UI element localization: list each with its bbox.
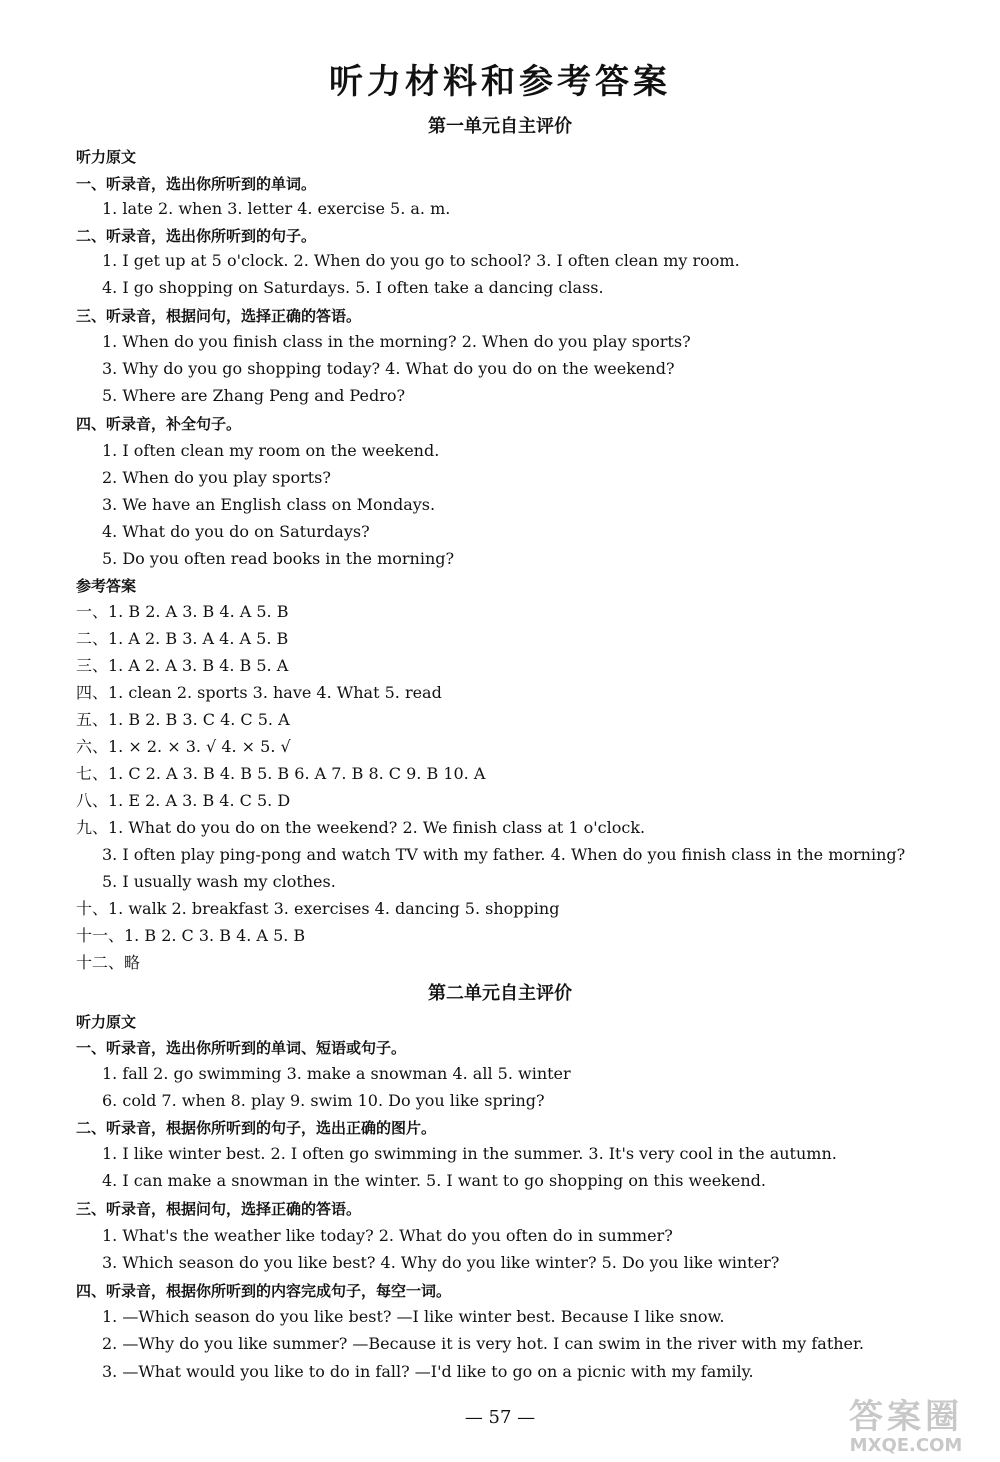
unit2-sec4-line2: 2. —Why do you like summer? —Because it is very hot. I can swim in the river with my father.: [102, 1334, 864, 1353]
unit1-answer-9-line1: 九、1. What do you do on the weekend? 2. We finish class at 1 o'clock.: [76, 818, 646, 837]
unit1-answer-9-line3: 5. I usually wash my clothes.: [102, 872, 336, 891]
page-title: 听力材料和参考答案: [329, 62, 671, 102]
unit1-sec4-line1: 1. I often clean my room on the weekend.: [102, 441, 440, 460]
unit2-sec1-header: 一、听录音，选出你所听到的单词、短语或句子。: [76, 1039, 407, 1057]
unit2-sec2-line2: 4. I can make a snowman in the winter. 5. I want to go shopping on this weekend.: [102, 1171, 766, 1190]
unit1-answer-2: 二、1. A 2. B 3. A 4. A 5. B: [76, 629, 289, 648]
unit2-sec2-header: 二、听录音，根据你所听到的句子，选出正确的图片。: [76, 1119, 437, 1137]
watermark-url: MXQE.COM: [849, 1435, 963, 1456]
unit2-sec4-line3: 3. —What would you like to do in fall? —I'd like to go on a picnic with my family.: [102, 1362, 754, 1381]
unit2-sec3-line2: 3. Which season do you like best? 4. Why do you like winter? 5. Do you like winter?: [102, 1253, 780, 1272]
unit1-sec2-header: 二、听录音，选出你所听到的句子。: [76, 227, 317, 245]
unit2-sec4-header: 四、听录音，根据你所听到的内容完成句子，每空一词。: [76, 1282, 452, 1300]
unit1-sec4-header: 四、听录音，补全句子。: [76, 415, 242, 433]
unit1-sec3-line1: 1. When do you finish class in the morning? 2. When do you play sports?: [102, 332, 691, 351]
unit1-title: 第一单元自主评价: [428, 116, 572, 137]
unit1-sec4-line4: 4. What do you do on Saturdays?: [102, 522, 370, 541]
site-watermark: [826, 1398, 986, 1456]
unit1-sec2-line1: 1. I get up at 5 o'clock. 2. When do you go to school? 3. I often clean my room.: [102, 251, 740, 270]
page-number: — 57 —: [464, 1407, 536, 1428]
unit1-answer-12: 十二、略: [76, 953, 141, 972]
unit1-answers-header: 参考答案: [76, 577, 137, 595]
unit1-sec2-line2: 4. I go shopping on Saturdays. 5. I often take a dancing class.: [102, 278, 604, 297]
unit1-sec4-line2: 2. When do you play sports?: [102, 468, 331, 487]
unit1-sec1-header: 一、听录音，选出你所听到的单词。: [76, 175, 317, 193]
unit1-script-header: 听力原文: [76, 148, 137, 166]
unit1-sec3-line3: 5. Where are Zhang Peng and Pedro?: [102, 386, 406, 405]
unit2-sec1-line1: 1. fall 2. go swimming 3. make a snowman 4. all 5. winter: [102, 1064, 571, 1083]
unit2-sec3-header: 三、听录音，根据问句，选择正确的答语。: [76, 1200, 362, 1218]
watermark-logo-text: 答案圈: [849, 1397, 963, 1437]
unit1-answer-11: 十一、1. B 2. C 3. B 4. A 5. B: [76, 926, 306, 945]
unit1-answer-1: 一、1. B 2. A 3. B 4. A 5. B: [76, 602, 289, 621]
unit1-answer-10: 十、1. walk 2. breakfast 3. exercises 4. dancing 5. shopping: [76, 899, 560, 918]
unit1-sec1-line1: 1. late 2. when 3. letter 4. exercise 5. a. m.: [102, 199, 451, 218]
unit2-sec1-line2: 6. cold 7. when 8. play 9. swim 10. Do you like spring?: [102, 1091, 545, 1110]
unit2-sec4-line1: 1. —Which season do you like best? —I like winter best. Because I like snow.: [102, 1307, 725, 1326]
unit1-answer-6: 六、1. × 2. × 3. √ 4. × 5. √: [76, 737, 291, 756]
unit1-answer-3: 三、1. A 2. A 3. B 4. B 5. A: [76, 656, 289, 675]
unit1-answer-9-line2: 3. I often play ping-pong and watch TV with my father. 4. When do you finish class in the morning?: [102, 845, 906, 864]
unit1-answer-8: 八、1. E 2. A 3. B 4. C 5. D: [76, 791, 291, 810]
unit2-script-header: 听力原文: [76, 1013, 137, 1031]
unit1-sec3-line2: 3. Why do you go shopping today? 4. What do you do on the weekend?: [102, 359, 675, 378]
unit1-answer-5: 五、1. B 2. B 3. C 4. C 5. A: [76, 710, 290, 729]
unit1-sec4-line3: 3. We have an English class on Mondays.: [102, 495, 436, 514]
unit2-title: 第二单元自主评价: [428, 983, 572, 1004]
unit1-sec4-line5: 5. Do you often read books in the morning?: [102, 549, 455, 568]
unit2-sec2-line1: 1. I like winter best. 2. I often go swimming in the summer. 3. It's very cool in the autumn.: [102, 1144, 837, 1163]
unit2-sec3-line1: 1. What's the weather like today? 2. What do you often do in summer?: [102, 1226, 673, 1245]
unit1-answer-7: 七、1. C 2. A 3. B 4. B 5. B 6. A 7. B 8. C 9. B 10. A: [76, 764, 486, 783]
unit1-answer-4: 四、1. clean 2. sports 3. have 4. What 5. read: [76, 683, 442, 702]
unit1-sec3-header: 三、听录音，根据问句，选择正确的答语。: [76, 307, 362, 325]
